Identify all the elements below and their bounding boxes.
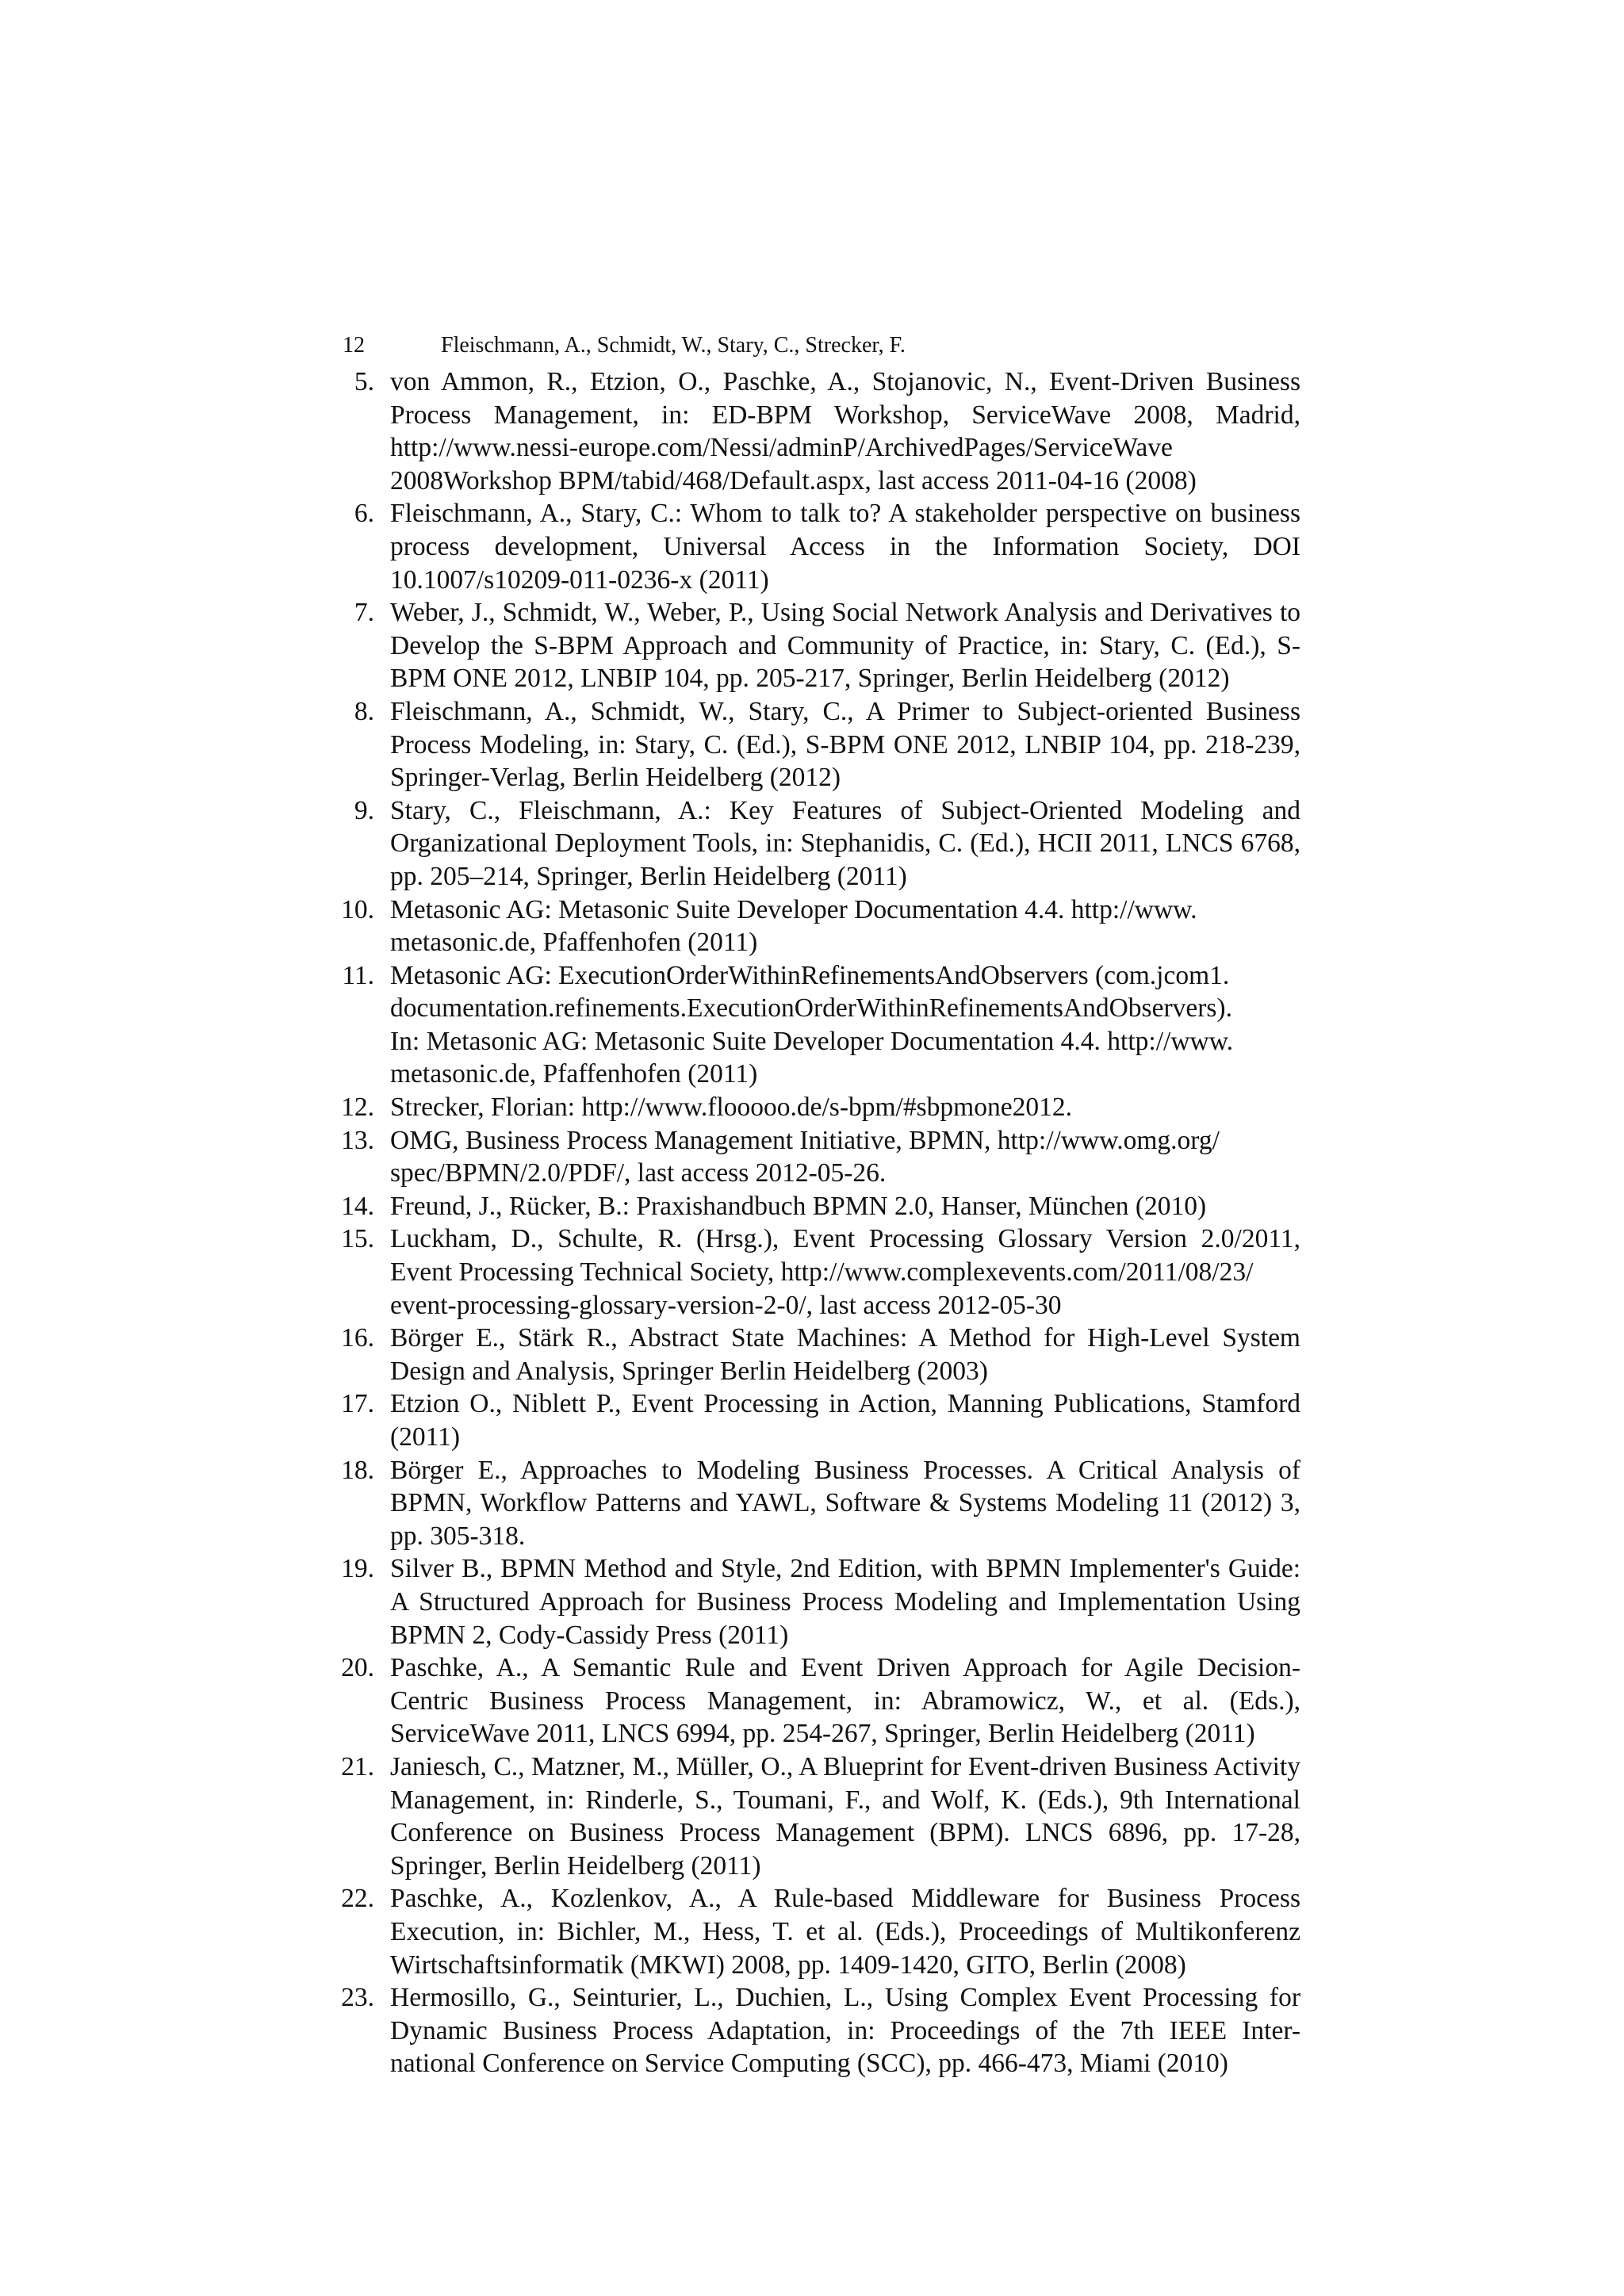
reference-text: Paschke, A., A Semantic Rule and Event Driven Approach for Agile Decision-Centric Business Process Management, in: Abramowicz, W., et al. (Eds.), ServiceWave 2011, LNCS 6994, pp. 254-267, Springer, Berlin Heidelberg (2011) xyxy=(390,1653,1300,1749)
running-head xyxy=(343,329,1294,362)
reference-text: Börger E., Stärk R., Abstract State Machines: A Method for High-Level System Design and Analysis, Springer Berlin Heidelberg (2003) xyxy=(390,1323,1300,1386)
reference-list xyxy=(333,365,1300,2080)
reference-text: Silver B., BPMN Method and Style, 2nd Edition, with BPMN Implementer's Guide: A Structured Approach for Business Process Modeling and Implementation Using BPMN 2, Cody-Cassidy Press (2011) xyxy=(390,1554,1300,1650)
reference-text: Stary, C., Fleischmann, A.: Key Features of Subject-Oriented Modeling and Organizational Deployment Tools, in: Stephanidis, C. (Ed.), HCII 2011, LNCS 6768, pp. 205–214, Springer, Berlin Heidelberg (2011) xyxy=(390,795,1300,891)
reference-number: 12. xyxy=(341,1093,374,1123)
reference-item xyxy=(333,695,1300,794)
reference-item xyxy=(333,596,1300,695)
reference-number: 7. xyxy=(354,598,374,628)
reference-number: 18. xyxy=(341,1455,374,1485)
reference-text: Metasonic AG: ExecutionOrderWithinRefinementsAndObservers (com.jcom1. documentation.refinements.ExecutionOrderWithinRefinementsAndObservers). In: Metasonic AG: Metasonic Suite Developer Documentation 4.4. http://www. metasonic.de, Pfaffenhofen (2011) xyxy=(390,960,1234,1089)
reference-item xyxy=(333,959,1300,1091)
reference-item xyxy=(333,894,1300,959)
reference-text: Paschke, A., Kozlenkov, A., A Rule-based Middleware for Business Process Execution, in: Bichler, M., Hess, T. et al. (Eds.), Proceedings of Multikonferenz Wirtschaftsinformatik (MKWI) 2008, pp. 1409-1420, GITO, Berlin (2008) xyxy=(390,1884,1300,1980)
reference-text: Metasonic AG: Metasonic Suite Developer Documentation 4.4. http://www. metasonic.de, Pfaffenhofen (2011) xyxy=(390,894,1197,958)
reference-number: 11. xyxy=(342,960,374,990)
reference-item xyxy=(333,1190,1300,1223)
reference-item xyxy=(333,1223,1300,1322)
reference-number: 6. xyxy=(354,499,374,529)
reference-number: 15. xyxy=(341,1224,374,1254)
reference-number: 16. xyxy=(341,1323,374,1353)
reference-number: 19. xyxy=(341,1554,374,1584)
reference-text: OMG, Business Process Management Initiative, BPMN, http://www.omg.org/ spec/BPMN/2.0/PDF/, last access 2012-05-26. xyxy=(390,1125,1220,1188)
reference-text: Janiesch, C., Matzner, M., Müller, O., A Blueprint for Event-driven Business Activity Management, in: Rinderle, S., Toumani, F., and Wolf, K. (Eds.), 9th International Conference on Business Process Management (BPM). LNCS 6896, pp. 17-28, Springer, Berlin Heidelberg (2011) xyxy=(390,1751,1300,1881)
reference-text: Börger E., Approaches to Modeling Business Processes. A Critical Analysis of BPMN, Workflow Patterns and YAWL, Software & Systems Modeling 11 (2012) 3, pp. 305-318. xyxy=(390,1455,1300,1551)
reference-number: 8. xyxy=(354,696,374,726)
reference-text: von Ammon, R., Etzion, O., Paschke, A., Stojanovic, N., Event-Driven Business Process Management, in: ED-BPM Workshop, ServiceWave 2008, Madrid, http://www.nessi-europe.com/Nessi/adminP/ArchivedPages/ServiceWave 2008Workshop BPM/tabid/468/Default.aspx, last access 2011-04-16 (2008) xyxy=(390,367,1300,496)
reference-number: 21. xyxy=(341,1751,374,1781)
reference-number: 17. xyxy=(341,1389,374,1419)
reference-number: 5. xyxy=(354,367,374,396)
reference-text: Luckham, D., Schulte, R. (Hrsg.), Event Processing Glossary Version 2.0/2011, Event Processing Technical Society, http://www.complexevents.com/2011/08/23/ event-processing-glossary-version-2-0/, last access 2012-05-30 xyxy=(390,1224,1300,1320)
reference-item xyxy=(333,1882,1300,1981)
reference-item xyxy=(333,1387,1300,1453)
reference-text: Hermosillo, G., Seinturier, L., Duchien, L., Using Complex Event Processing for Dynamic Business Process Adaptation, in: Proceedings of the 7th IEEE Inter-national Conference on Service Computing (SCC), pp. 466-473, Miami (2010) xyxy=(390,1983,1300,2079)
reference-text: Weber, J., Schmidt, W., Weber, P., Using Social Network Analysis and Derivatives to Develop the S-BPM Approach and Community of Practice, in: Stary, C. (Ed.), S-BPM ONE 2012, LNBIP 104, pp. 205-217, Springer, Berlin Heidelberg (2012) xyxy=(390,598,1300,694)
reference-item xyxy=(333,1981,1300,2080)
reference-item xyxy=(333,365,1300,497)
reference-item xyxy=(333,1454,1300,1553)
reference-number: 14. xyxy=(341,1191,374,1221)
reference-item xyxy=(333,1751,1300,1882)
reference-item xyxy=(333,794,1300,894)
reference-item xyxy=(333,1091,1300,1124)
reference-text: Strecker, Florian: http://www.flooooo.de/s-bpm/#sbpmone2012. xyxy=(390,1093,1072,1123)
reference-item xyxy=(333,1651,1300,1751)
reference-item xyxy=(333,497,1300,596)
page-number: 12 xyxy=(343,333,365,358)
reference-number: 10. xyxy=(341,894,374,924)
reference-number: 22. xyxy=(341,1884,374,1914)
reference-item xyxy=(333,1552,1300,1651)
reference-number: 20. xyxy=(341,1653,374,1683)
reference-number: 9. xyxy=(354,795,374,825)
reference-number: 13. xyxy=(341,1125,374,1155)
running-head-authors: Fleischmann, A., Schmidt, W., Stary, C., Strecker, F. xyxy=(441,333,906,358)
reference-item xyxy=(333,1322,1300,1387)
reference-number: 23. xyxy=(341,1983,374,2013)
reference-text: Fleischmann, A., Schmidt, W., Stary, C., A Primer to Subject-oriented Business Process Modeling, in: Stary, C. (Ed.), S-BPM ONE 2012, LNBIP 104, pp. 218-239, Springer-Verlag, Berlin Heidelberg (2012) xyxy=(390,696,1300,793)
reference-text: Freund, J., Rücker, B.: Praxishandbuch BPMN 2.0, Hanser, München (2010) xyxy=(390,1191,1207,1221)
reference-text: Fleischmann, A., Stary, C.: Whom to talk to? A stakeholder perspective on business process development, Universal Access in the Information Society, DOI 10.1007/s10209-011-0236-x (2011) xyxy=(390,499,1300,595)
reference-item xyxy=(333,1124,1300,1190)
reference-text: Etzion O., Niblett P., Event Processing in Action, Manning Publications, Stamford (2011) xyxy=(390,1389,1300,1452)
